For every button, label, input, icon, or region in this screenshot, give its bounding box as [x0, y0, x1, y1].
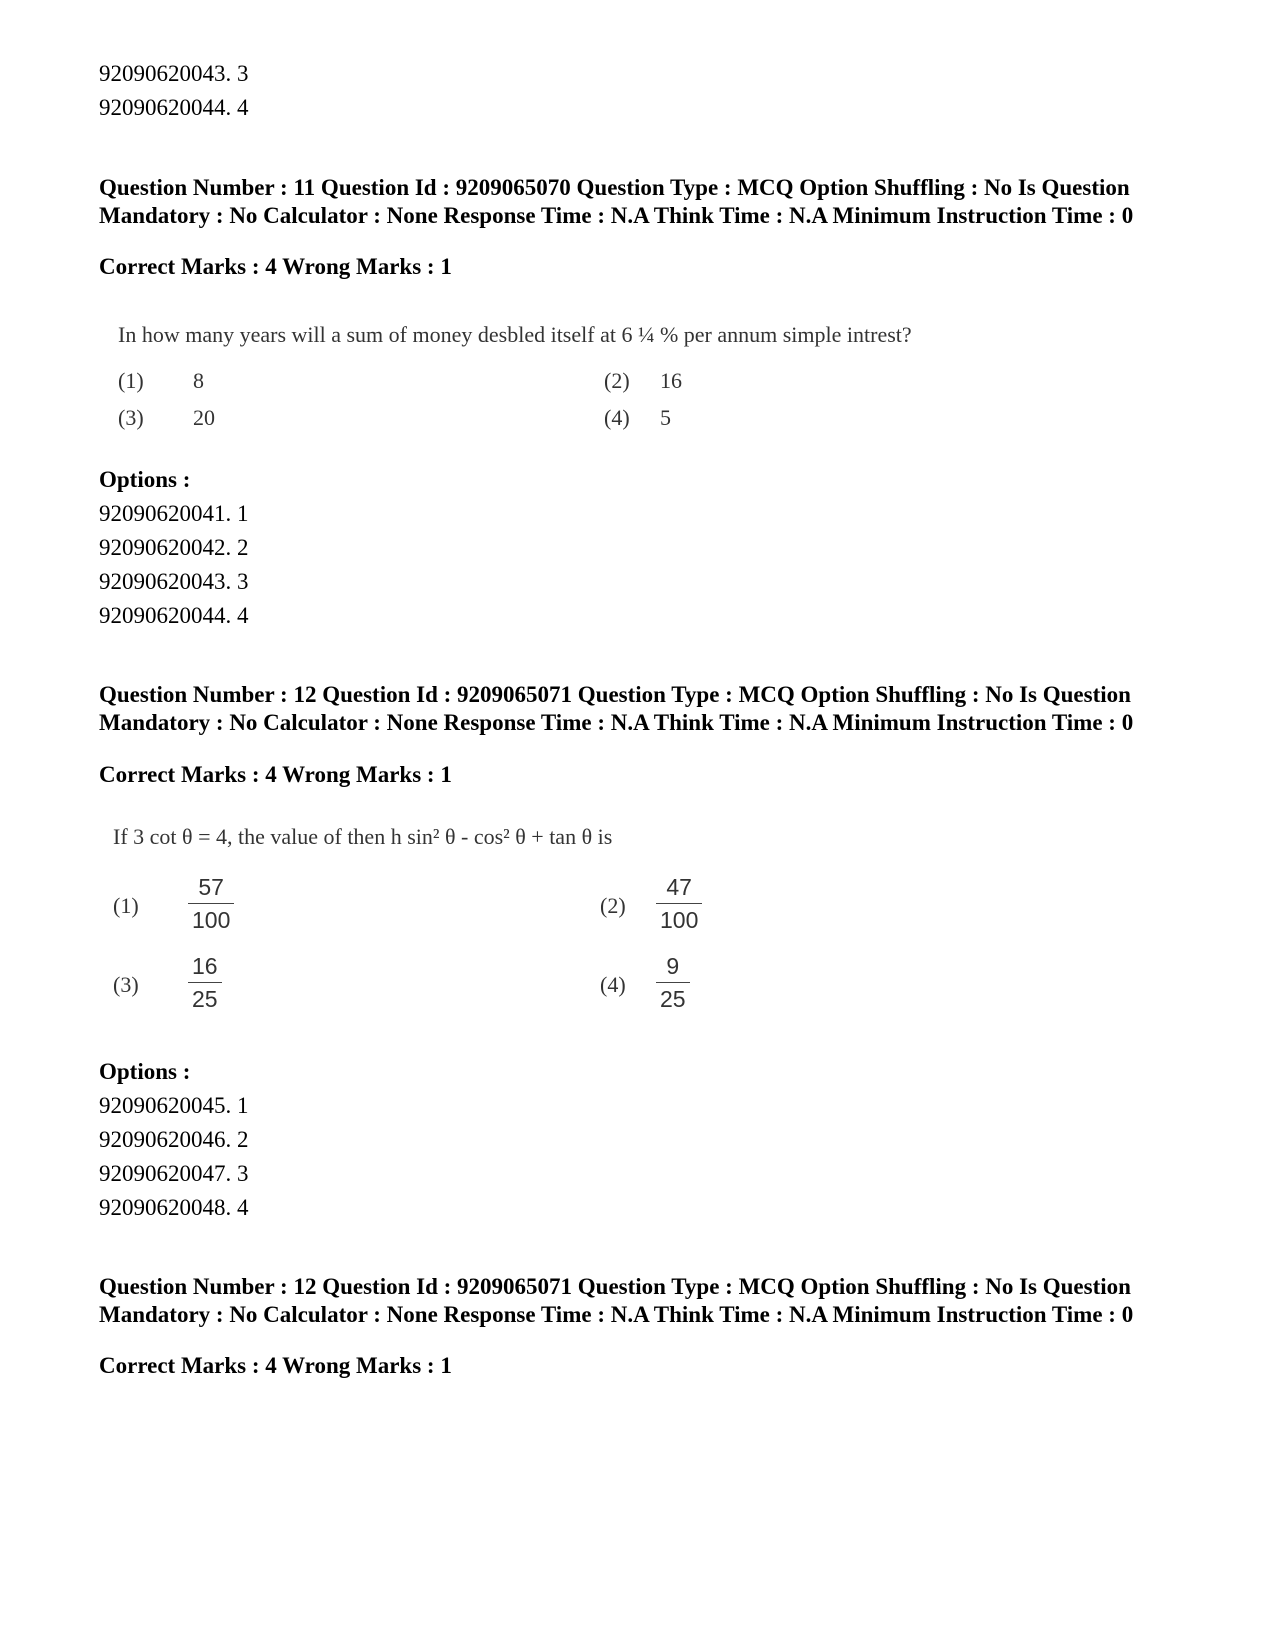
- fraction-numerator: 47: [666, 874, 692, 900]
- options-heading: Options :: [99, 467, 191, 492]
- fraction-numerator: 57: [198, 874, 224, 900]
- marks-line: Correct Marks : 4 Wrong Marks : 1: [99, 254, 452, 279]
- option-line: 92090620048. 4: [99, 1195, 249, 1220]
- choice-number: (4): [604, 405, 630, 430]
- choice-number: (4): [600, 972, 626, 997]
- fraction-numerator: 16: [192, 953, 218, 979]
- option-line: 92090620046. 2: [99, 1127, 249, 1152]
- options-heading: Options :: [99, 1059, 191, 1084]
- choice-fraction: [656, 873, 702, 934]
- choice-value: 5: [660, 405, 671, 430]
- fraction-denominator: 25: [660, 986, 686, 1012]
- fraction-denominator: 100: [660, 907, 699, 933]
- option-line: 92090620045. 1: [99, 1093, 249, 1118]
- choice-number: (1): [113, 893, 139, 918]
- option-line: 92090620044. 4: [99, 603, 249, 628]
- choice-number: (1): [118, 368, 144, 393]
- option-line: 92090620043. 3: [99, 569, 249, 594]
- option-line: 92090620044. 4: [99, 95, 249, 120]
- choice-fraction: [188, 952, 222, 1013]
- choice-number: (2): [600, 893, 626, 918]
- marks-line: Correct Marks : 4 Wrong Marks : 1: [99, 762, 452, 787]
- question-text: In how many years will a sum of money desbled itself at 6 ¼ % per annum simple intrest?: [118, 322, 912, 347]
- choice-number: (3): [113, 972, 139, 997]
- option-line: 92090620041. 1: [99, 501, 249, 526]
- fraction-denominator: 25: [192, 986, 218, 1012]
- option-line: 92090620043. 3: [99, 61, 249, 86]
- fraction-bar: [656, 903, 702, 904]
- choice-fraction: [656, 952, 690, 1013]
- option-line: 92090620042. 2: [99, 535, 249, 560]
- fraction-bar: [188, 982, 222, 983]
- fraction-numerator: 9: [666, 953, 680, 979]
- choice-fraction: [188, 873, 234, 934]
- question-meta: Question Number : 12 Question Id : 9209065071 Question Type : MCQ Option Shuffling : No Is Question Mandatory : No Calculator : None Response Time : N.A Think Time : N.A Minimum Instruction Time : 0: [99, 1274, 1134, 1327]
- fraction-bar: [656, 982, 690, 983]
- choice-number: (3): [118, 405, 144, 430]
- question-text: If 3 cot θ = 4, the value of then h sin² θ - cos² θ + tan θ is: [113, 824, 613, 849]
- choice-value: 8: [193, 368, 204, 393]
- fraction-denominator: 100: [192, 907, 231, 933]
- marks-line: Correct Marks : 4 Wrong Marks : 1: [99, 1353, 452, 1378]
- choice-number: (2): [604, 368, 630, 393]
- fraction-bar: [188, 903, 234, 904]
- question-meta: Question Number : 12 Question Id : 9209065071 Question Type : MCQ Option Shuffling : No Is Question Mandatory : No Calculator : None Response Time : N.A Think Time : N.A Minimum Instruction Time : 0: [99, 682, 1134, 735]
- question-meta: Question Number : 11 Question Id : 9209065070 Question Type : MCQ Option Shuffling : No Is Question Mandatory : No Calculator : None Response Time : N.A Think Time : N.A Minimum Instruction Time : 0: [99, 175, 1134, 228]
- option-line: 92090620047. 3: [99, 1161, 249, 1186]
- choice-value: 20: [193, 405, 215, 430]
- choice-value: 16: [660, 368, 682, 393]
